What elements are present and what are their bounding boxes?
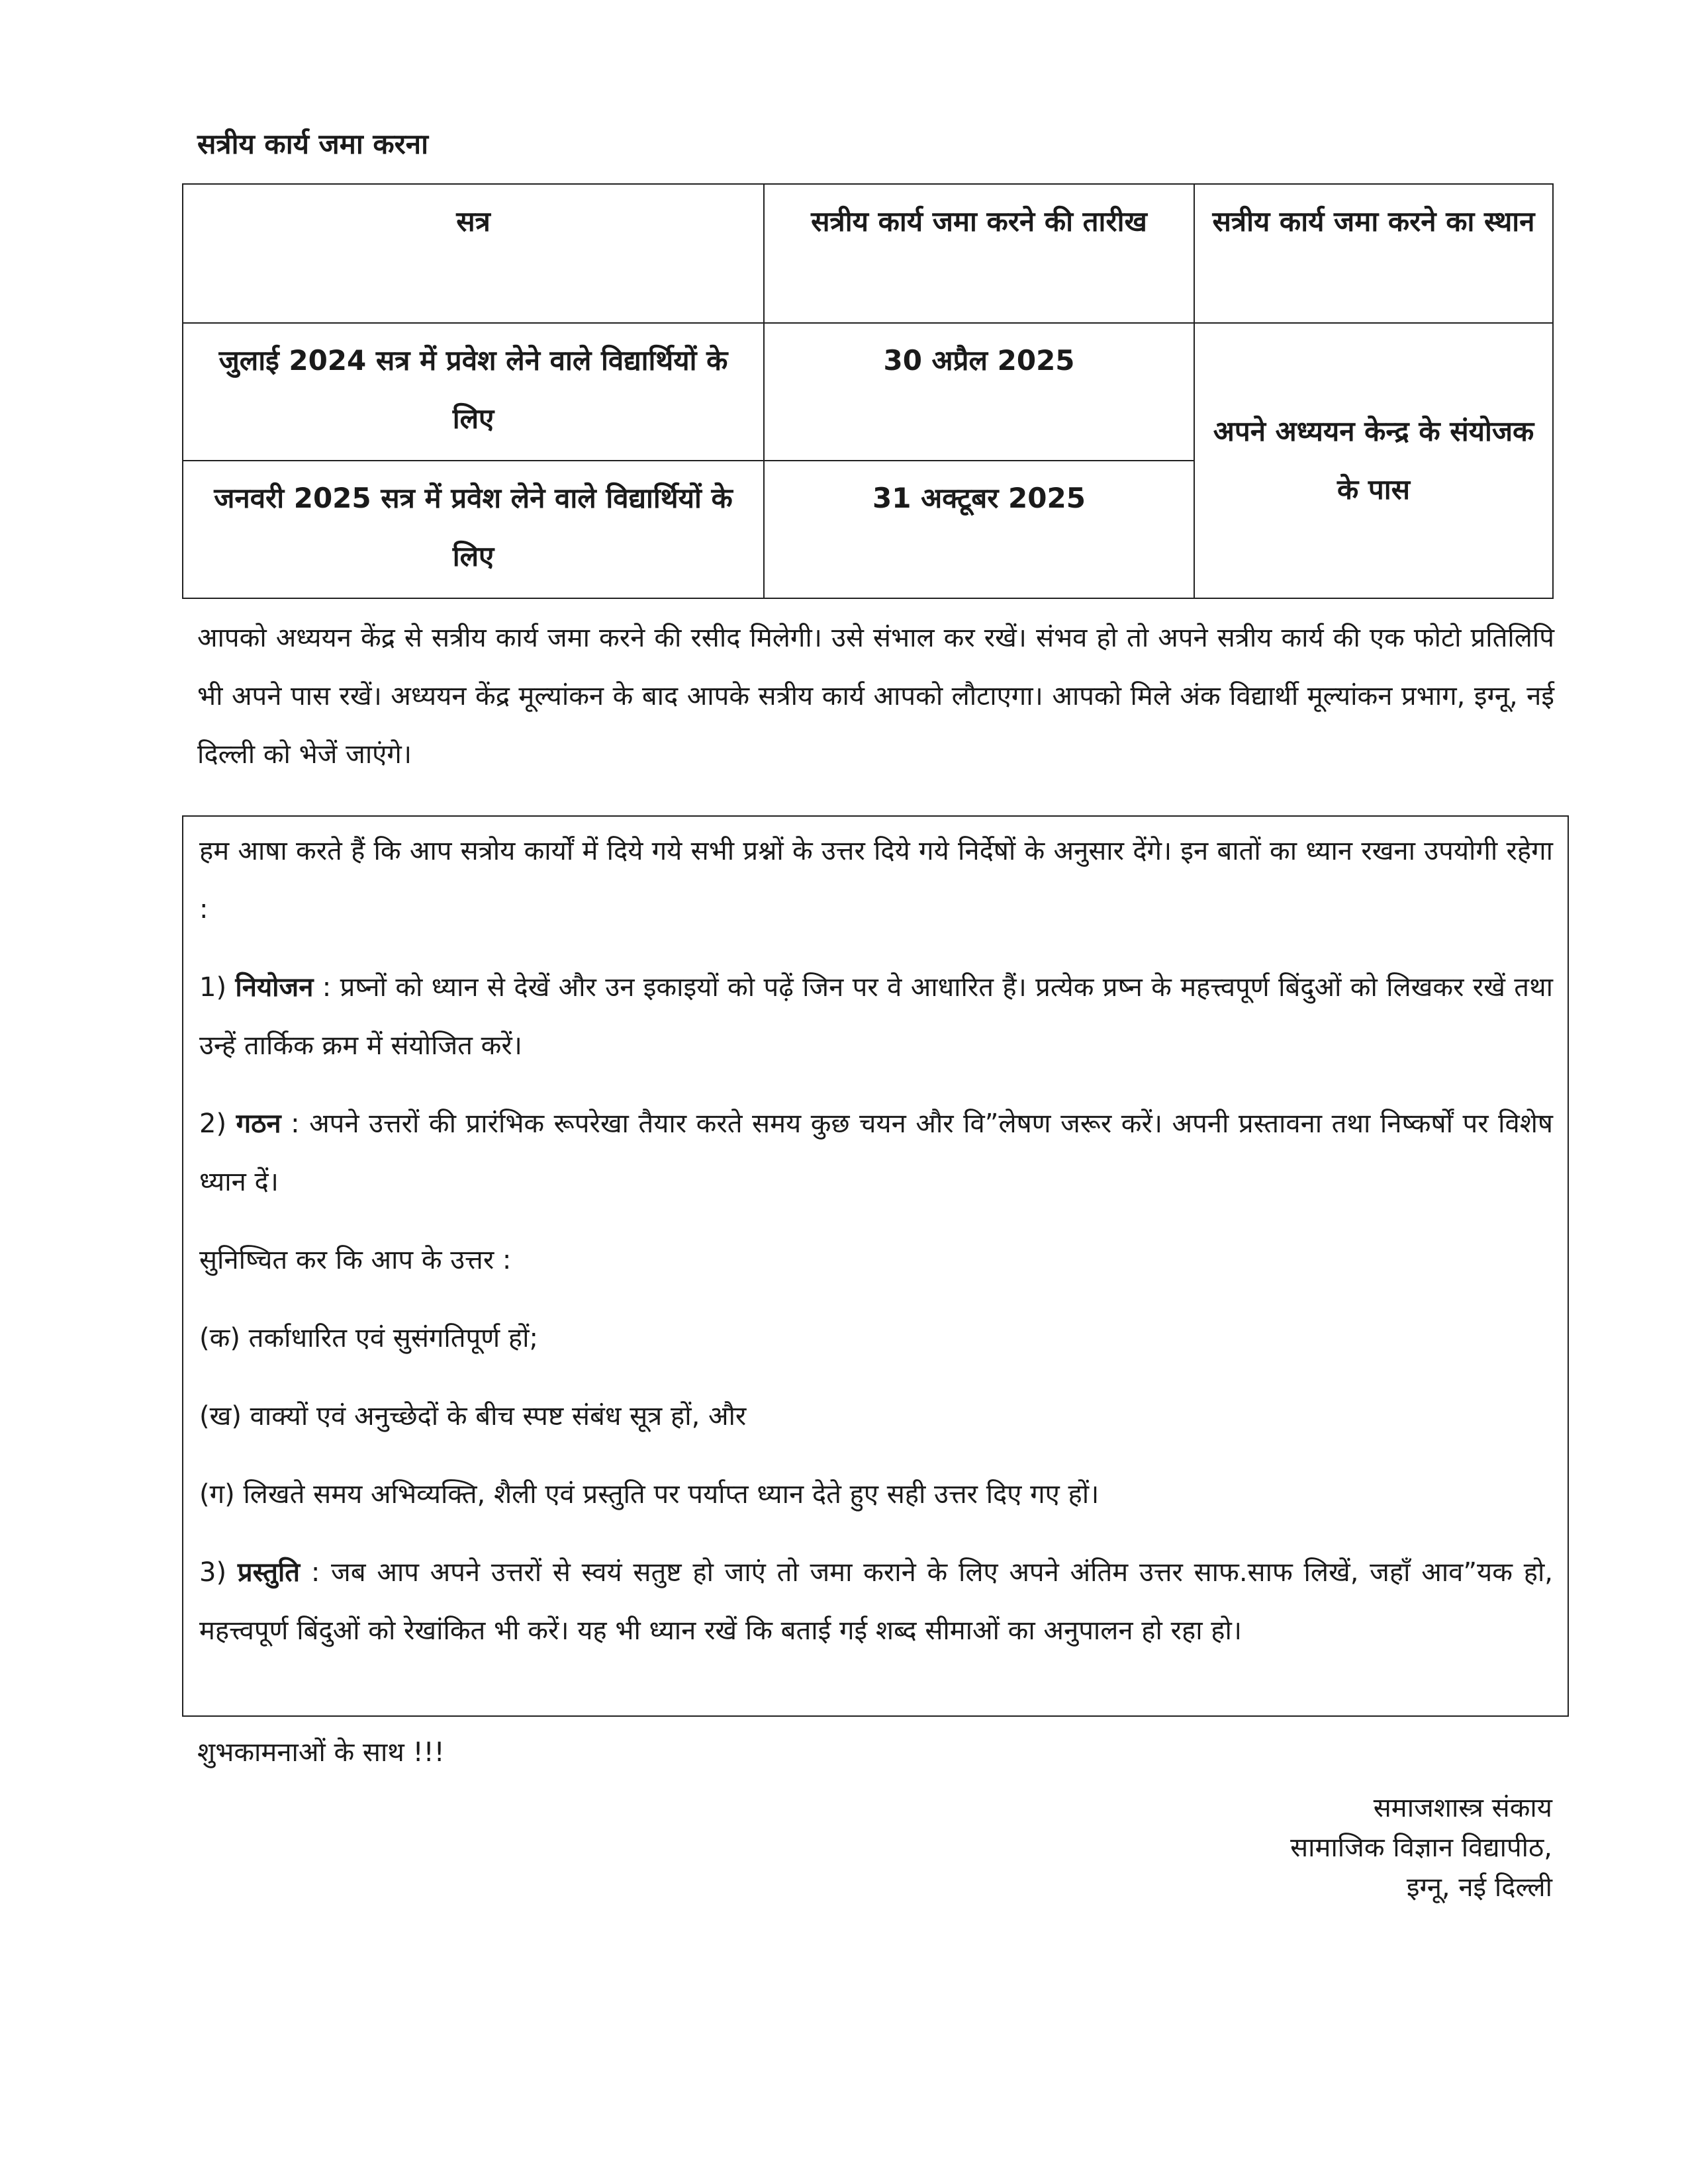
item-text: : प्रष्नों को ध्यान से देखें और उन इकाइयों को पढ़ें जिन पर वे आधारित हैं। प्रत्येक प्रष्न के महत्त्वपूर्ण बिंदुओं को लिखकर रखें तथा उन्हें तार्किक क्रम में संयोजित करें। bbox=[199, 972, 1553, 1061]
signature-school: सामाजिक विज्ञान विद्यापीठ, bbox=[1290, 1833, 1552, 1863]
page-heading: सत्रीय कार्य जमा करना bbox=[197, 128, 428, 160]
item-text: : अपने उत्तरों की प्रारंभिक रूपरेखा तैयार करते समय कुछ चयन और वि”लेषण जरूर करें। अपनी प्रस्तावना तथा निष्कर्षों पर विशेष ध्यान दें। bbox=[199, 1109, 1554, 1197]
header-date: सत्रीय कार्य जमा करने की तारीख bbox=[764, 184, 1194, 323]
guideline-presentation bbox=[199, 1543, 1553, 1660]
guideline-ensure: सुनिष्चित कर कि आप के उत्तर : bbox=[199, 1245, 512, 1275]
date-cell: 31 अक्टूबर 2025 bbox=[764, 461, 1194, 598]
header-place: सत्रीय कार्य जमा करने का स्थान bbox=[1194, 184, 1553, 323]
date-cell: 30 अप्रैल 2025 bbox=[764, 323, 1194, 461]
guidelines-box bbox=[182, 815, 1569, 1717]
table-row bbox=[183, 323, 1553, 461]
item-number: 3) bbox=[199, 1557, 227, 1588]
item-title: प्रस्तुति bbox=[237, 1557, 301, 1588]
item-number: 1) bbox=[199, 972, 227, 1003]
item-text: : जब आप अपने उत्तरों से स्वयं सतुष्ट हो जाएं तो जमा कराने के लिए अपने अंतिम उत्तर साफ.साफ लिखें, जहाँ आव”यक हो, महत्त्वपूर्ण बिंदुओं को रेखांकित भी करें। यह भी ध्यान रखें कि बताई गई शब्द सीमाओं का अनुपालन हो रहा हो। bbox=[199, 1557, 1554, 1646]
item-number: 2) bbox=[199, 1109, 227, 1139]
receipt-paragraph: आपको अध्ययन केंद्र से सत्रीय कार्य जमा करने की रसीद मिलेगी। उसे संभाल कर रखें। संभव हो तो अपने सत्रीय कार्य की एक फोटो प्रतिलिपि भी अपने पास रखें। अध्ययन केंद्र मूल्यांकन के बाद आपके सत्रीय कार्य आपको लौटाएगा। आपको मिले अंक विद्यार्थी मूल्यांकन प्रभाग, इग्नू, नई दिल्ली को भेजें जाएंगे। bbox=[197, 623, 1554, 770]
signature-faculty: समाजशास्त्र संकाय bbox=[1373, 1793, 1552, 1823]
item-title: नियोजन bbox=[235, 972, 314, 1003]
guideline-planning bbox=[199, 958, 1553, 1075]
closing-line: शुभकामनाओं के साथ !!! bbox=[197, 1737, 445, 1768]
session-cell: जनवरी 2025 सत्र में प्रवेश लेने वाले विद्यार्थियों के लिए bbox=[183, 461, 764, 598]
guideline-point-kh: (ख) वाक्यों एवं अनुच्छेदों के बीच स्पष्ट संबंध सूत्र हों, और bbox=[199, 1401, 747, 1432]
guideline-point-k: (क) तर्काधारित एवं सुसंगतिपूर्ण हों; bbox=[199, 1323, 538, 1353]
signature-block bbox=[1290, 1788, 1552, 1907]
guideline-structure bbox=[199, 1095, 1553, 1211]
place-cell: अपने अध्ययन केन्द्र के संयोजक के पास bbox=[1194, 323, 1553, 598]
session-cell: जुलाई 2024 सत्र में प्रवेश लेने वाले विद्यार्थियों के लिए bbox=[183, 323, 764, 461]
guideline-point-g: (ग) लिखते समय अभिव्यक्ति, शैली एवं प्रस्तुति पर पर्याप्त ध्यान देते हुए सही उत्तर दिए गए हों। bbox=[199, 1479, 1100, 1510]
submission-schedule-table bbox=[182, 183, 1554, 599]
header-session: सत्र bbox=[183, 184, 764, 323]
guidelines-intro: हम आषा करते हैं कि आप सत्रोय कार्यों में दिये गये सभी प्रश्नों के उत्तर दिये गये निर्देषों के अनुसार देंगे। इन बातों का ध्यान रखना उपयोगी रहेगा : bbox=[199, 836, 1553, 925]
item-title: गठन bbox=[236, 1109, 281, 1139]
signature-university: इग्नू, नई दिल्ली bbox=[1406, 1872, 1552, 1903]
table-header-row bbox=[183, 184, 1553, 323]
